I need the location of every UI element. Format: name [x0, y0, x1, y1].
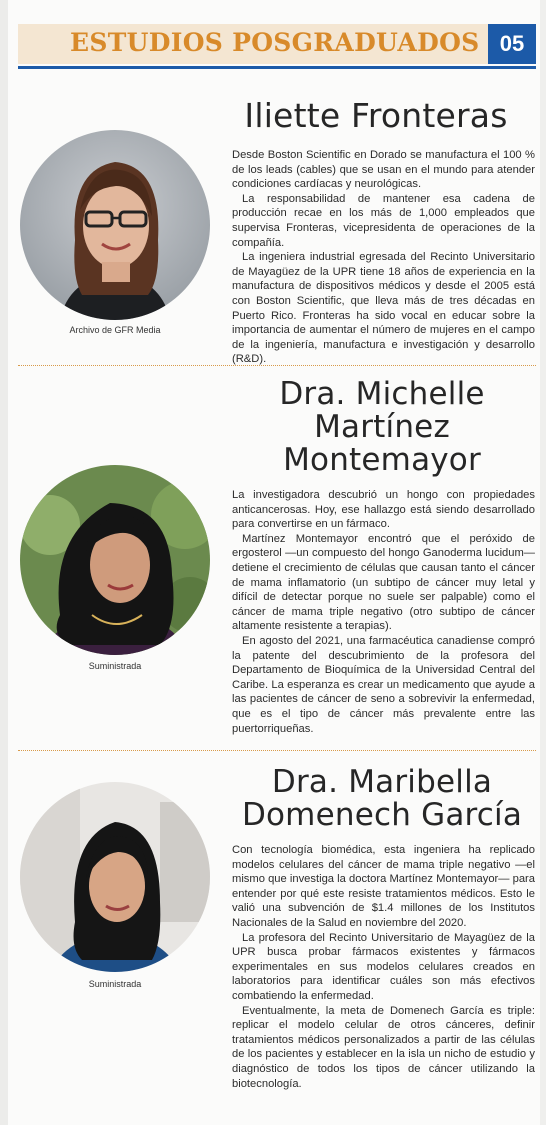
- bio-paragraph: Con tecnología biomédica, esta ingeniera ha replicado modelos celulares del cáncer de mama triple negativo —el mismo que investiga la doctora Martínez Montemayor— para entender por qué este resiste tratamientos médicos. Esto le valió una subvención de $1.4 millones de los Institutos Nacionales de la Salud en noviembre del 2020.: [232, 844, 535, 929]
- profile-photo: [20, 130, 210, 320]
- bio-paragraph: La ingeniera industrial egresada del Recinto Universitario de Mayagüez de la UPR tiene 18 años de experiencia en la manufactura de dispositivos médicos y desde el 2005 está con Boston Scientific, que lleva más de tres décadas en Puerto Rico. Fronteras ha sido vocal en educar sobre la importancia de aumentar el número de mujeres en el campo de la ingeniería, manufactura e investigación y desarrollo (R&D).: [232, 251, 535, 366]
- profile-name-line: Montemayor: [283, 442, 481, 478]
- profile-bio: [232, 843, 535, 1091]
- bio-paragraph: La responsabilidad de mantener esa cadena de producción recae en los más de 1,000 empleados que supervisa Fronteras, vicepresidenta de operaciones de la compañía.: [232, 192, 535, 249]
- profile-name: [226, 378, 538, 477]
- section-header: [18, 24, 536, 68]
- bio-paragraph: La investigadora descubrió un hongo con propiedades anticancerosas. Hoy, ese hallazgo está siendo desarrollado para convertirse en un fármaco.: [232, 489, 535, 531]
- profile-name-line: Dra. Michelle: [279, 376, 485, 412]
- profile-name-line: Domenech García: [241, 797, 523, 833]
- profile-photo: [20, 782, 210, 972]
- bio-paragraph: Eventualmente, la meta de Domenech García es triple: replicar el modelo celular de otros cánceres, definir tratamientos médicos personalizados a partir de las células de los pacientes y establecer en la isla un nicho de estudio y diagnóstico de todos los tipos de cáncer utilizando la biotecnología.: [232, 1004, 535, 1090]
- page-number: 05: [488, 24, 536, 64]
- profile-bio: [232, 148, 535, 367]
- bio-paragraph: Martínez Montemayor encontró que el peróxido de ergosterol —un compuesto del hongo Ganoderma lucidum— detiene el crecimiento de células que causan tanto el cáncer de mama inflamatorio (un subtipo de cáncer muy letal y difícil de detectar porque no suele ser palpable) como el cáncer de mama triple negativo (otro subtipo de cáncer altamente resistente a terapias).: [232, 532, 535, 633]
- page-edge-right: [540, 0, 546, 1125]
- profile-name-line: Iliette Fronteras: [244, 96, 508, 135]
- header-rule: [18, 66, 536, 69]
- section-divider: [18, 365, 536, 366]
- bio-paragraph: La profesora del Recinto Universitario de Mayagüez de la UPR busca probar fármacos existentes y fármacos experimentales en sus modelos celulares creados en laboratorios para identificar cuáles son más efectivos combatiendo la enfermedad.: [232, 931, 535, 1002]
- profile-name-line: Martínez: [314, 409, 450, 445]
- profile-name-line: Dra. Maribella: [271, 764, 493, 800]
- profile-photo: [20, 465, 210, 655]
- profile-bio: [232, 488, 535, 736]
- profile-name: [226, 96, 526, 136]
- profile-name: [226, 766, 538, 832]
- bio-paragraph: Desde Boston Scientific en Dorado se manufactura el 100 % de los leads (cables) que se usan en el mundo para atender condiciones cardíacas y neurológicas.: [232, 149, 535, 191]
- section-title: ESTUDIOS POSGRADUADOS: [70, 28, 480, 57]
- bio-paragraph: En agosto del 2021, una farmacéutica canadiense compró la patente del descubrimiento de la profesora del Departamento de Bioquímica de la Universidad Central del Caribe. La esperanza es crear un medicamento que ayude a las pacientes de cáncer de seno a sobrevivir la enfermedad, que es el tipo de cáncer más prevalente entre las puertorriqueñas.: [232, 634, 535, 735]
- photo-credit: Suministrada: [88, 661, 142, 671]
- section-divider: [18, 750, 536, 751]
- photo-credit: Archivo de GFR Media: [69, 325, 161, 335]
- page-edge-left: [0, 0, 8, 1125]
- photo-credit: Suministrada: [88, 979, 142, 989]
